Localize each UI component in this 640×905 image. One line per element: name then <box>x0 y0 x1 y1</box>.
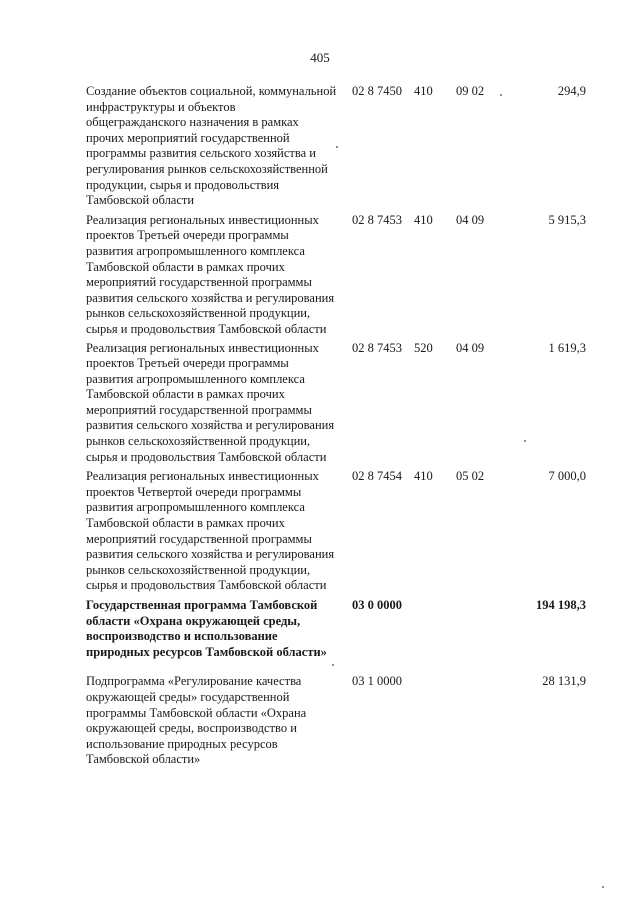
table-row <box>86 469 596 594</box>
scan-speck <box>602 886 604 888</box>
table-row <box>86 213 596 338</box>
row-amount: 1 619,3 <box>548 340 586 355</box>
row-amount: 7 000,0 <box>548 469 586 484</box>
row-target-code: 03 0 0000 <box>352 598 402 612</box>
row-expense-type: 410 <box>414 84 433 98</box>
row-amount: 194 198,3 <box>536 598 586 612</box>
row-target-code: 03 1 0000 <box>352 674 402 689</box>
row-description: Реализация региональных инвестиционных проектов Третьей очереди программы развития агропромышленного комплекса Тамбовской области в рамках прочих мероприятий государственной программы развития сельского хозяйства и регулирования рынков сельскохозяйственной продукции, сырья и продовольствия Тамбовской области <box>86 340 335 464</box>
row-amount: 5 915,3 <box>548 212 586 227</box>
row-description: Подпрограмма «Регулирование качества окружающей среды» государственной программы Тамбовской области «Охрана окружающей среды, воспроизводство и использование природных ресурсов Тамбовской области» <box>86 674 307 767</box>
row-section: 04 09 <box>456 212 485 227</box>
scan-speck <box>336 146 338 148</box>
row-target-code: 02 8 7453 <box>352 340 402 355</box>
page-number: 405 <box>310 50 330 65</box>
row-expense-type: 410 <box>414 212 433 227</box>
table-row <box>86 598 596 660</box>
row-section: 04 09 <box>456 340 485 355</box>
row-description: Создание объектов социальной, коммунальной инфраструктуры и объектов общегражданского назначения в рамках прочих мероприятий государственной программы развития сельского хозяйства и регулирования рынков сельскохозяйственной продукции, сырья и продовольствия Тамбовской области <box>86 84 337 208</box>
row-section: 09 02 <box>456 84 485 98</box>
row-amount: 28 131,9 <box>542 674 586 689</box>
row-target-code: 02 8 7450 <box>352 84 402 98</box>
table-row <box>86 674 596 768</box>
row-target-code: 02 8 7454 <box>352 469 402 484</box>
scan-speck <box>500 94 502 96</box>
row-expense-type: 520 <box>414 340 433 355</box>
row-description: Государственная программа Тамбовской области «Охрана окружающей среды, воспроизводство и использование природных ресурсов Тамбовской области» <box>86 598 327 659</box>
row-amount: 294,9 <box>557 84 586 98</box>
scan-speck <box>524 440 526 442</box>
budget-table <box>86 84 596 768</box>
row-expense-type: 410 <box>414 469 433 484</box>
table-row <box>86 341 596 466</box>
table-row <box>86 84 596 209</box>
row-description: Реализация региональных инвестиционных проектов Третьей очереди программы развития агропромышленного комплекса Тамбовской области в рамках прочих мероприятий государственной программы развития сельского хозяйства и регулирования рынков сельскохозяйственной продукции, сырья и продовольствия Тамбовской области <box>86 212 335 336</box>
scan-speck <box>332 664 334 666</box>
row-description: Реализация региональных инвестиционных проектов Четвертой очереди программы развития агропромышленного комплекса Тамбовской области в рамках прочих мероприятий государственной программы развития сельского хозяйства и регулирования рынков сельскохозяйственной продукции, сырья и продовольствия Тамбовской области <box>86 469 335 593</box>
row-target-code: 02 8 7453 <box>352 212 402 227</box>
row-section: 05 02 <box>456 469 485 484</box>
